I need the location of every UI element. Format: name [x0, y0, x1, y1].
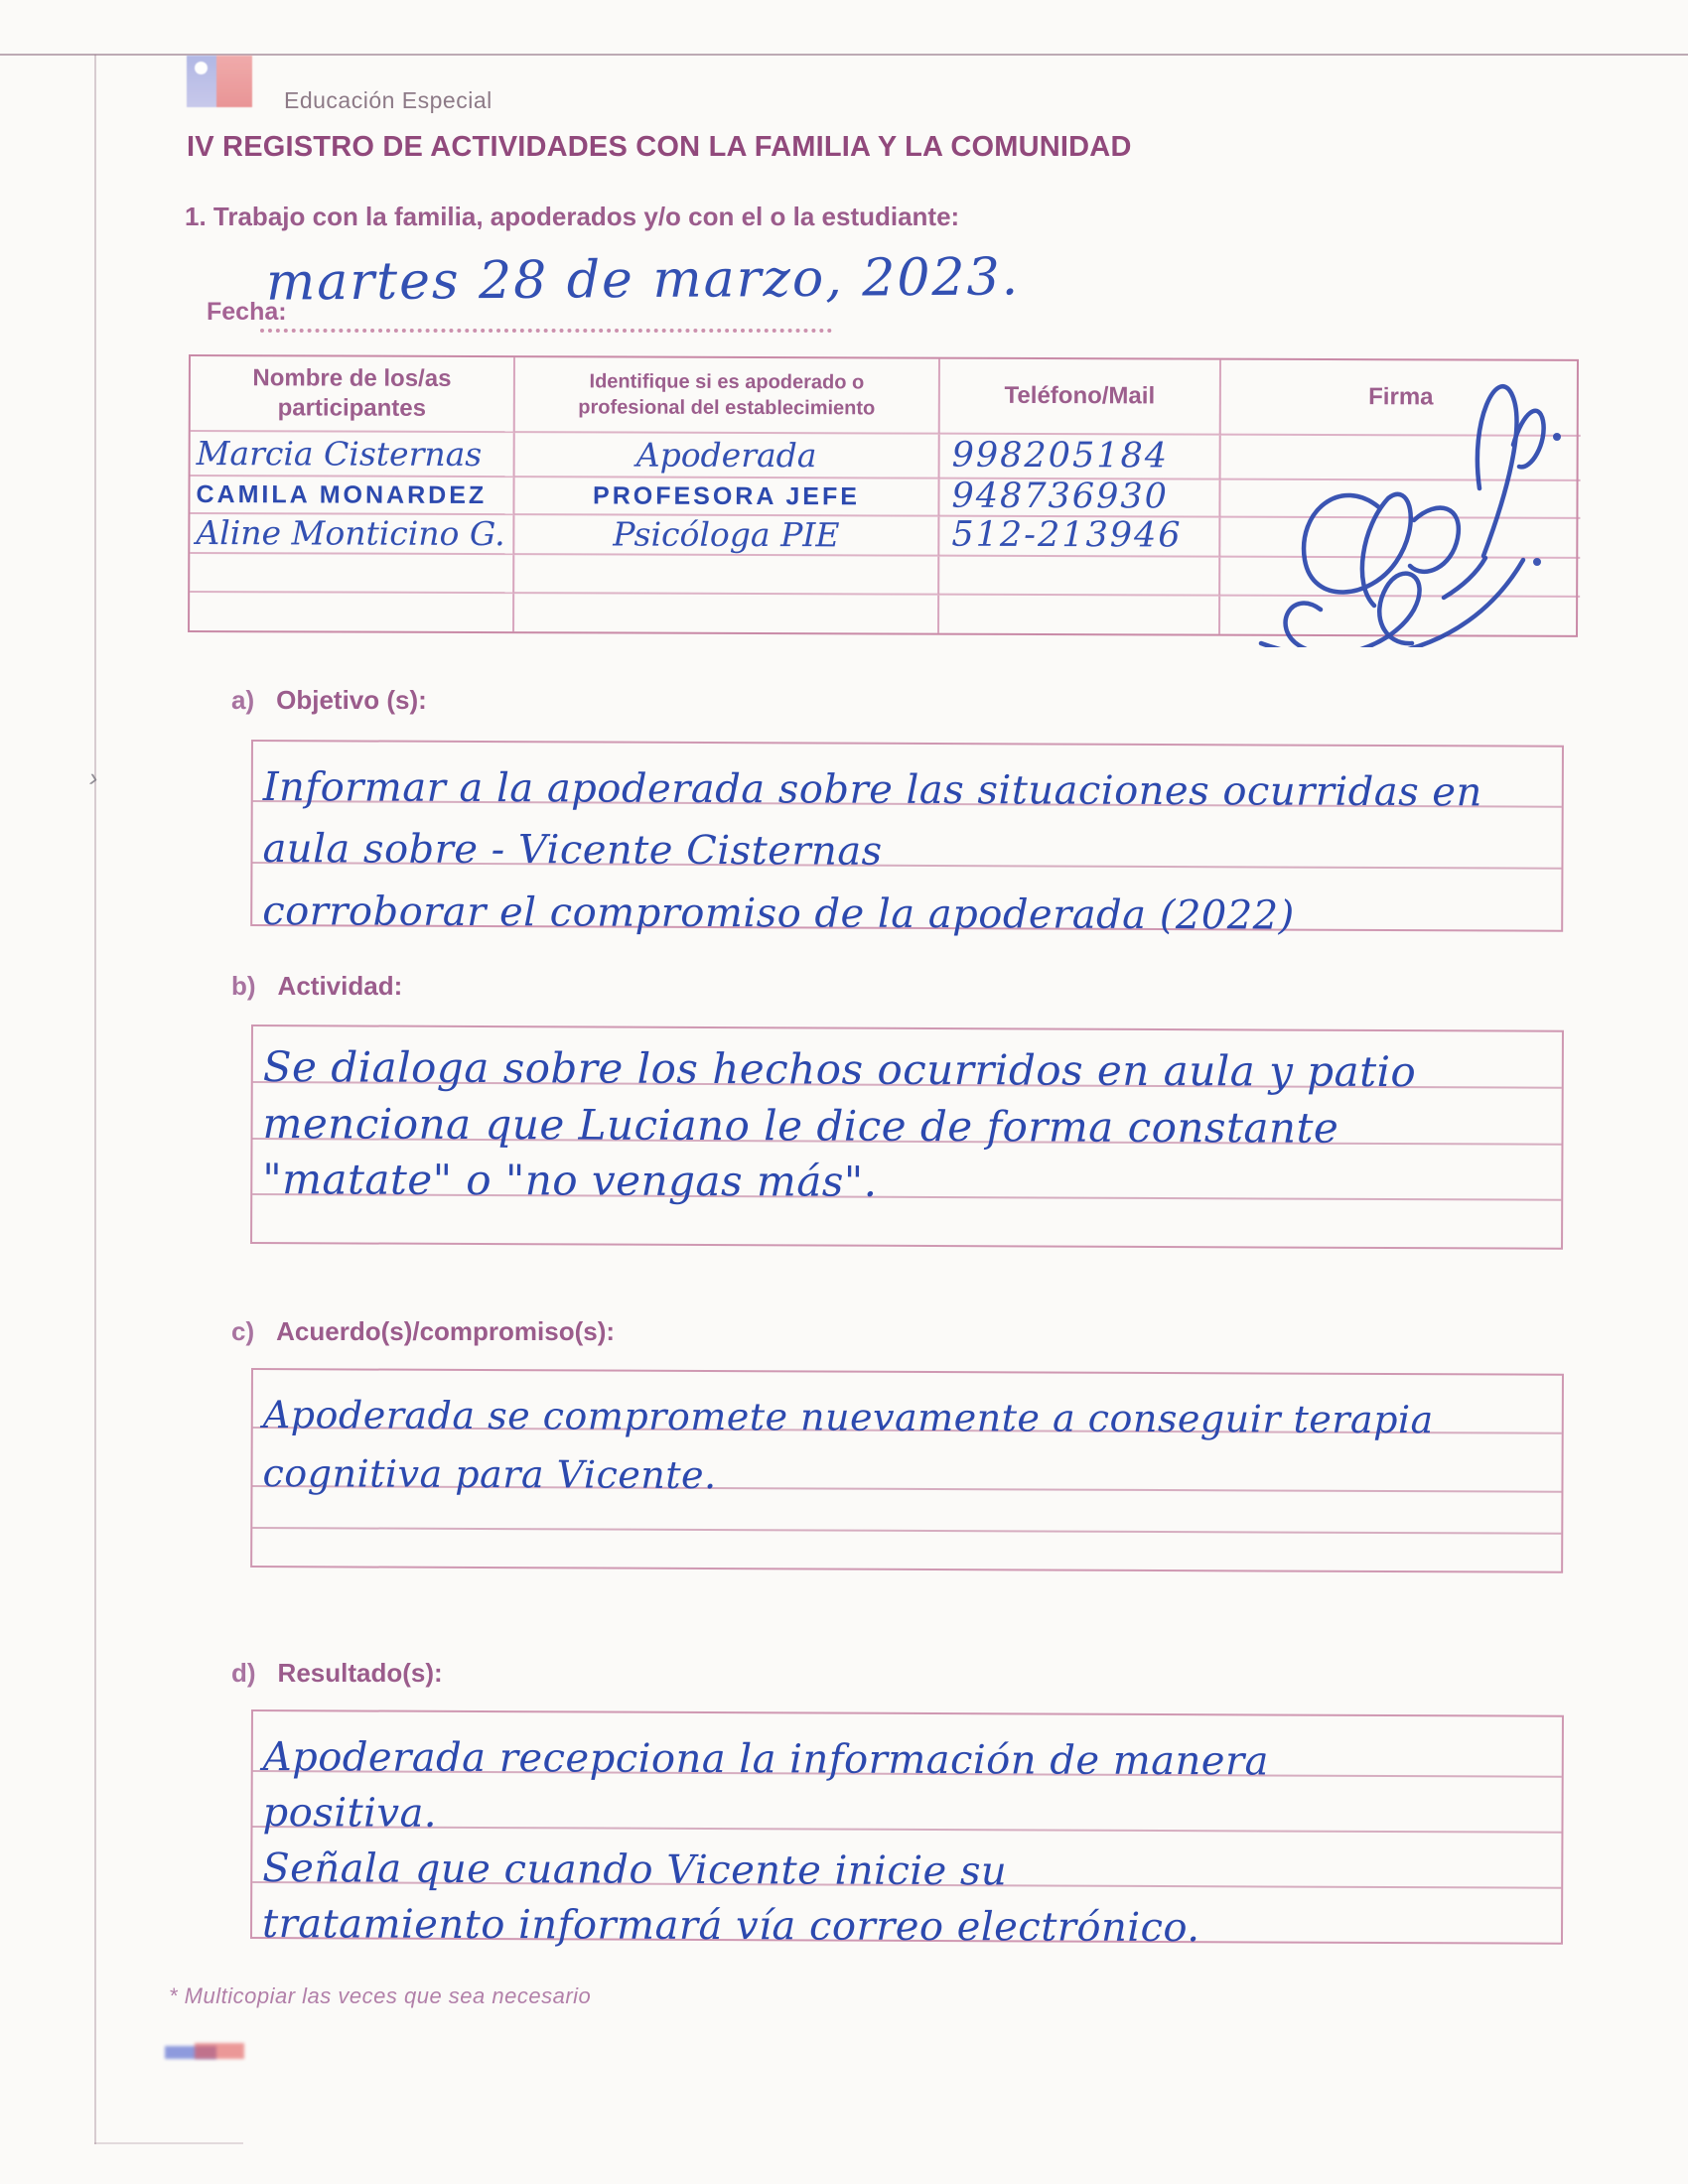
chile-flag-logo-icon [187, 56, 252, 107]
handwriting-line: Apoderada se compromete nuevamente a conseguir terapia [262, 1392, 1434, 1442]
fecha-label: Fecha: [207, 298, 287, 326]
handwriting-line: Señala que cuando Vicente inicie su [262, 1845, 1008, 1895]
participant-name: Marcia Cisternas [191, 432, 515, 478]
participant-name: Aline Monticino G. [190, 514, 514, 555]
signature-cell [1220, 480, 1580, 519]
section-letter: b) [231, 971, 256, 1001]
col-header-telefono: Teléfono/Mail [940, 359, 1221, 436]
ruled-line [253, 1026, 1562, 1097]
participant-phone: 512-213946 [939, 517, 1220, 558]
handwriting-line: Se dialoga sobre los hechos ocurridos en aula y patio [262, 1042, 1417, 1097]
participant-role: PROFESORA JEFE [514, 478, 939, 516]
participant-name: CAMILA MONARDEZ [190, 477, 514, 515]
section-a-label [231, 685, 427, 716]
ruled-line [253, 742, 1562, 816]
objetivo-box [250, 740, 1564, 939]
section1-heading: 1. Trabajo con la familia, apoderados y/o con el o la estudiante: [185, 202, 960, 231]
empty-cell [939, 596, 1220, 634]
empty-cell [514, 555, 939, 595]
handwriting-line: aula sobre - Vicente Cisternas [262, 825, 883, 875]
resultado-box [250, 1709, 1564, 1952]
smudge-red [195, 2043, 244, 2059]
ruled-line [252, 864, 1561, 939]
ruled-line [252, 1529, 1561, 1571]
fecha-value-handwritten: martes 28 de marzo, 2023. [265, 247, 1021, 313]
flag-red-field [216, 56, 252, 107]
flag-blue-field [187, 56, 216, 107]
handwriting-line: tratamiento informará vía correo electrónico. [261, 1901, 1200, 1952]
participant-phone: 998205184 [940, 435, 1221, 480]
ruled-line [252, 1828, 1561, 1895]
participant-phone: 948736930 [939, 479, 1220, 518]
empty-cell [939, 557, 1220, 597]
empty-cell [1220, 558, 1580, 598]
participants-table [188, 354, 1579, 637]
handwriting-line: menciona que Luciano le dice de forma constante [262, 1098, 1339, 1153]
scan-edge-left [94, 55, 96, 2144]
section-d-label [231, 1658, 443, 1689]
ruled-line [253, 1370, 1562, 1442]
form-title: IV REGISTRO DE ACTIVIDADES CON LA FAMILIA Y LA COMUNIDAD [187, 131, 1132, 163]
actividad-box [250, 1024, 1564, 1250]
col-header-nombre: Nombre de los/as participantes [191, 356, 515, 433]
section-b-label [231, 971, 402, 1002]
section-letter: c) [231, 1316, 255, 1346]
signature-cell [1220, 518, 1580, 559]
empty-cell [514, 594, 939, 632]
handwriting-line: Informar a la apoderada sobre las situaciones ocurridas en [262, 764, 1482, 816]
section-title: Acuerdo(s)/compromiso(s): [276, 1316, 616, 1346]
acuerdo-box [250, 1368, 1564, 1573]
program-label: Educación Especial [284, 87, 492, 113]
col-header-firma: Firma [1221, 360, 1581, 437]
empty-cell [190, 593, 514, 631]
section-letter: a) [231, 685, 255, 715]
scan-edge-bottom [94, 2142, 243, 2144]
section-title: Objetivo (s): [276, 685, 427, 715]
signature-cell [1221, 436, 1581, 481]
handwriting-line: positiva. [262, 1790, 438, 1837]
section-title: Actividad: [277, 971, 403, 1001]
ruled-line [253, 1711, 1562, 1785]
participant-role: Psicóloga PIE [514, 515, 939, 556]
section-title: Resultado(s): [277, 1658, 443, 1688]
section-letter: d) [231, 1658, 256, 1688]
footer-note: * Multicopiar las veces que sea necesario [169, 1983, 592, 2008]
margin-pencil-mark: › [86, 761, 101, 793]
handwriting-line: "matate" o "no vengas más". [262, 1154, 878, 1206]
scan-smudge-stamp [165, 2041, 256, 2065]
empty-cell [190, 554, 514, 594]
col-header-rol: Identifique si es apoderado o profesional del establecimiento [515, 357, 940, 434]
handwriting-line: corroborar el compromiso de la apoderada (2022) [262, 888, 1295, 939]
section-c-label [231, 1316, 615, 1347]
scan-edge-top [0, 54, 1688, 56]
empty-cell [1220, 597, 1580, 635]
handwriting-line: cognitiva para Vicente. [262, 1450, 717, 1497]
flag-star [195, 62, 208, 74]
handwriting-line: Apoderada recepciona la información de manera [262, 1733, 1270, 1785]
participant-role: Apoderada [515, 433, 940, 478]
